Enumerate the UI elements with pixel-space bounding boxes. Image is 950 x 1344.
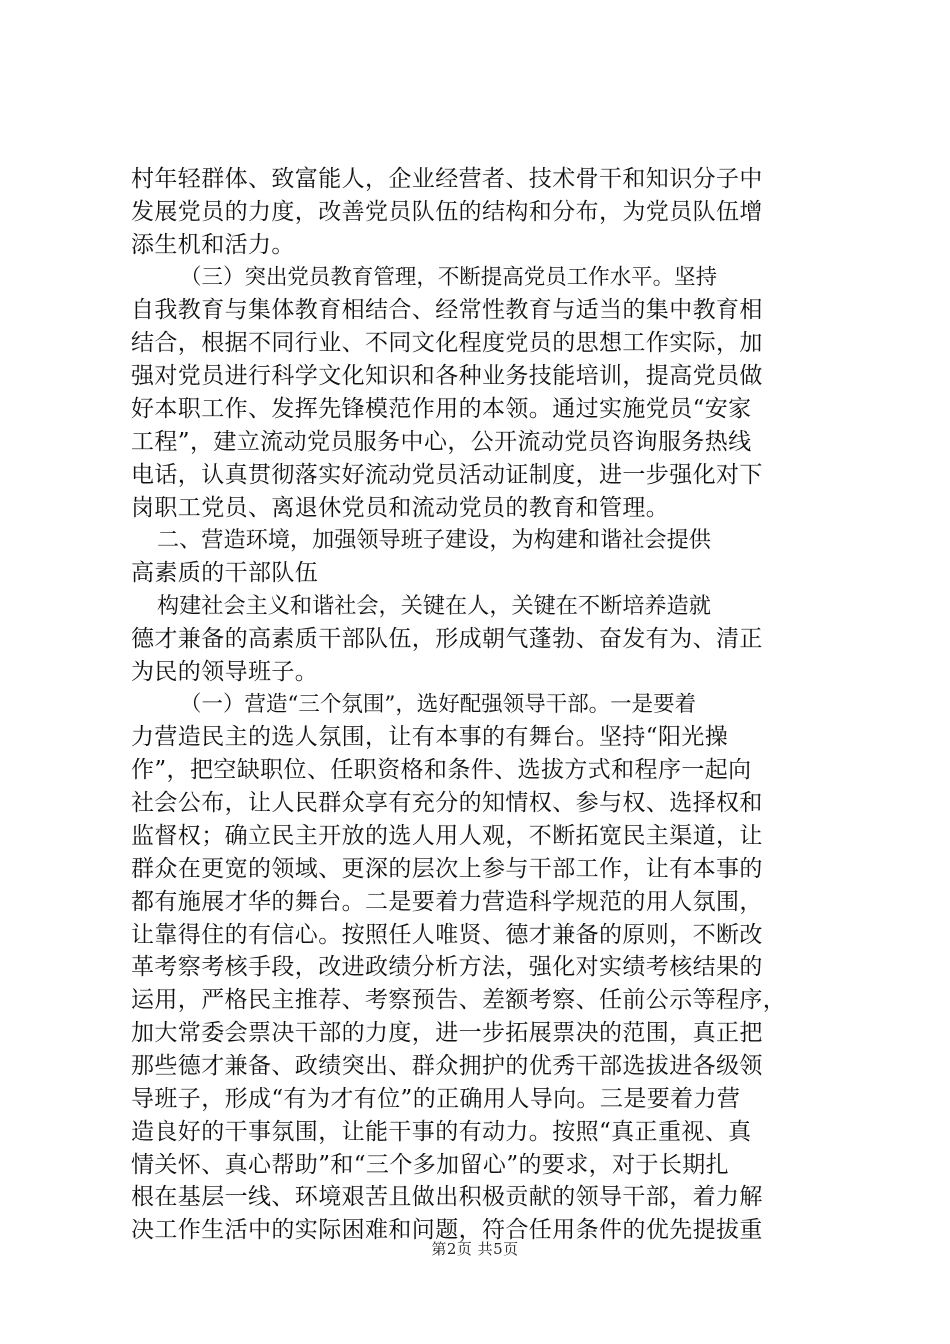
paragraph-line: 强对党员进行科学文化知识和各种业务技能培训，提高党员做 — [131, 363, 763, 390]
paragraph-line: 高素质的干部队伍 — [131, 560, 319, 587]
paragraph-line: 导班子，形成“有为才有位”的正确用人导向。三是要着力营 — [131, 1085, 741, 1112]
paragraph-line: 添生机和活力。 — [131, 231, 295, 258]
paragraph-line: （一）营造“三个氛围”，选好配强领导干部。一是要着 — [180, 691, 697, 717]
paragraph-line: 革考察考核手段，改进政绩分析方法，强化对实绩考核结果的 — [131, 954, 763, 981]
paragraph-line: （三）突出党员教育管理，不断提高党员工作水平。坚持 — [180, 264, 718, 290]
paragraph-line: 岗职工党员、离退休党员和流动党员的教育和管理。 — [131, 494, 670, 521]
paragraph-line: 作”，把空缺职位、任职资格和条件、选拔方式和程序一起向 — [131, 757, 752, 784]
paragraph-line: 电话，认真贯彻落实好流动党员活动证制度，进一步强化对下 — [131, 461, 763, 488]
page-number-footer: 第2页 共5页 — [431, 1240, 519, 1258]
paragraph-line: 结合，根据不同行业、不同文化程度党员的思想工作实际，加 — [131, 330, 763, 357]
paragraph-line: 决工作生活中的实际困难和问题，符合任用条件的优先提拔重 — [131, 1217, 763, 1244]
paragraph-line: 二、营造环境，加强领导班子建设，为构建和谐社会提供 — [157, 527, 711, 554]
paragraph-line: 力营造民主的选人氛围，让有本事的有舞台。坚持“阳光操 — [131, 724, 729, 751]
paragraph-line: 德才兼备的高素质干部队伍，形成朝气蓬勃、奋发有为、清正 — [131, 625, 763, 652]
paragraph-line: 监督权；确立民主开放的选人用人观，不断拓宽民主渠道，让 — [131, 823, 763, 849]
paragraph-line: 群众在更宽的领域、更深的层次上参与干部工作，让有本事的 — [131, 855, 763, 882]
paragraph-line: 自我教育与集体教育相结合、经常性教育与适当的集中教育相 — [131, 297, 763, 324]
paragraph-line: 工程”，建立流动党员服务中心，公开流动党员咨询服务热线 — [131, 428, 752, 455]
paragraph-line: 造良好的干事氛围，让能干事的有动力。按照“真正重视、真 — [131, 1118, 752, 1145]
paragraph-line: 那些德才兼备、政绩突出、群众拥护的优秀干部选拔进各级领 — [131, 1052, 763, 1079]
paragraph-line: 加大常委会票决干部的力度，进一步拓展票决的范围，真正把 — [131, 1020, 763, 1047]
paragraph-line: 根在基层一线、环境艰苦且做出积极贡献的领导干部，着力解 — [131, 1184, 763, 1211]
paragraph-line: 都有施展才华的舞台。二是要着力营造科学规范的用人氛围， — [131, 888, 763, 915]
paragraph-line: 发展党员的力度，改善党员队伍的结构和分布，为党员队伍增 — [131, 198, 763, 225]
paragraph-line: 村年轻群体、致富能人，企业经营者、技术骨干和知识分子中 — [131, 166, 763, 192]
paragraph-line: 好本职工作、发挥先锋模范作用的本领。通过实施党员“安家 — [131, 395, 752, 422]
paragraph-line: 运用，严格民主推荐、考察预告、差额考察、任前公示等程序， — [131, 987, 787, 1014]
paragraph-line: 让靠得住的有信心。按照任人唯贤、德才兼备的原则，不断改 — [131, 921, 763, 948]
paragraph-line: 社会公布，让人民群众享有充分的知情权、参与权、选择权和 — [131, 790, 763, 817]
paragraph-line: 为民的领导班子。 — [131, 658, 319, 685]
paragraph-line: 情关怀、真心帮助”和“三个多加留心”的要求，对于长期扎 — [131, 1151, 730, 1178]
paragraph-line: 构建社会主义和谐社会，关键在人，关键在不断培养造就 — [157, 593, 711, 620]
